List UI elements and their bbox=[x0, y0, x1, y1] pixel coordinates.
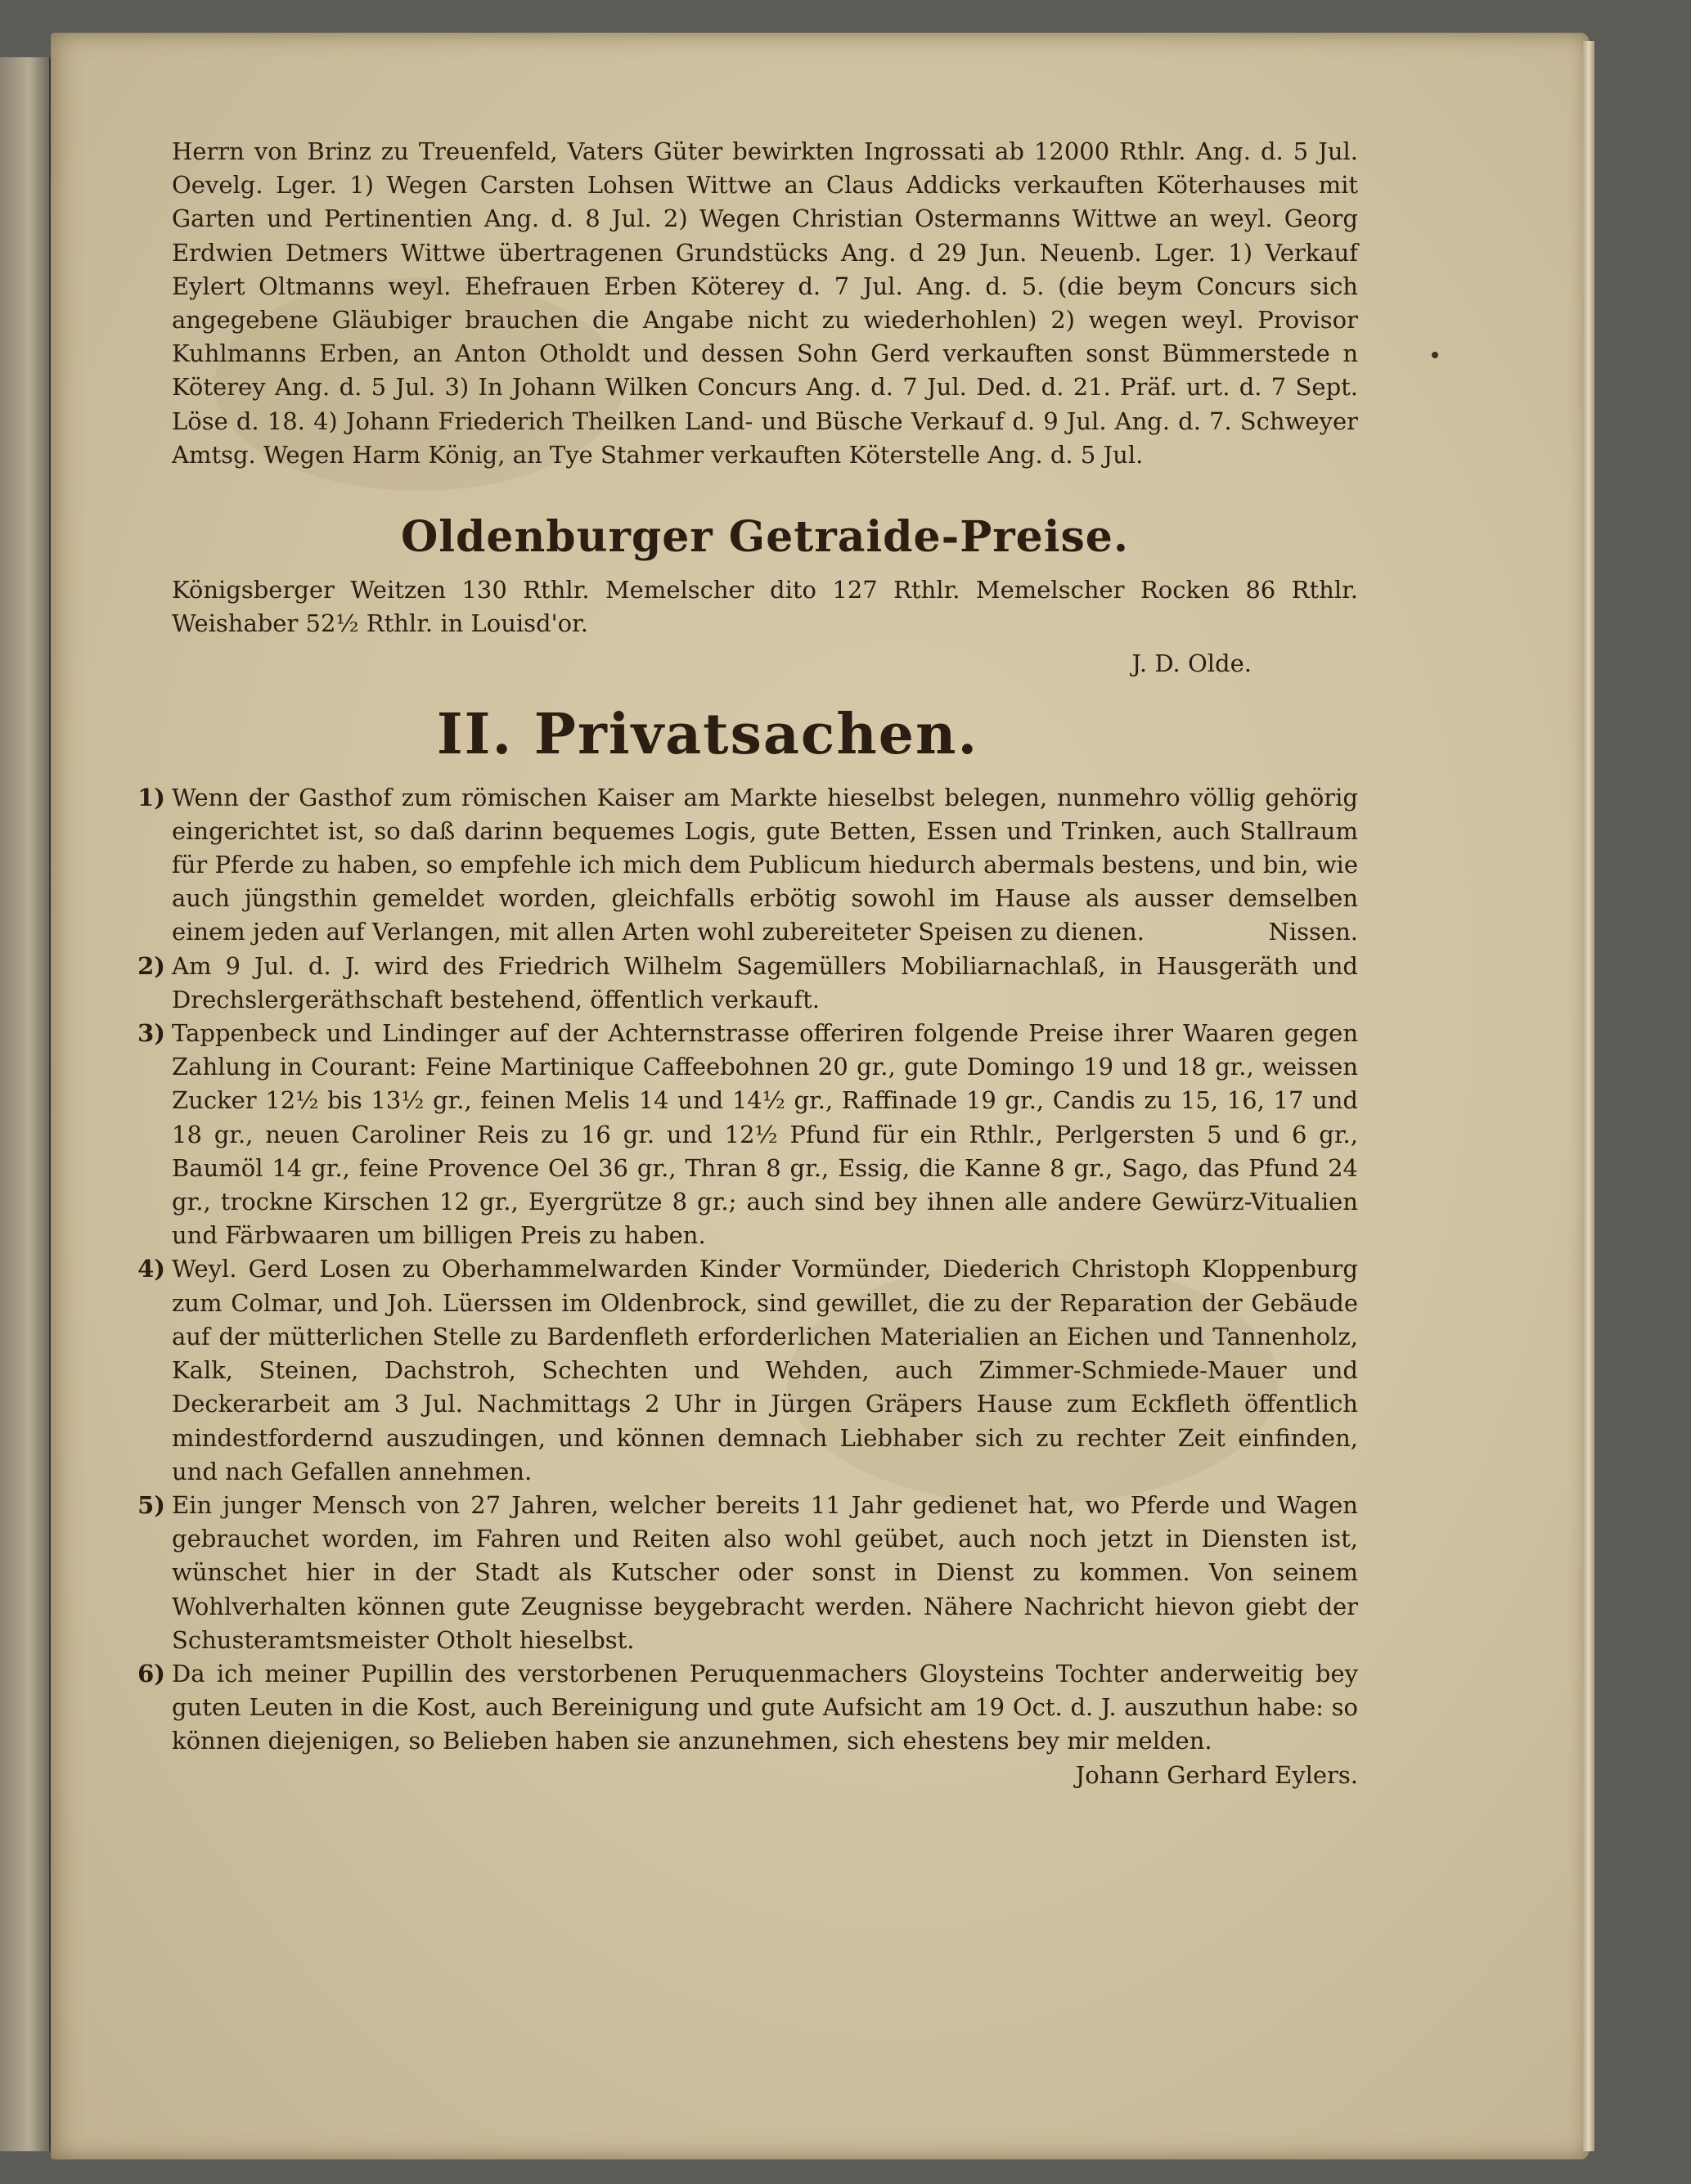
item-text: Tappenbeck und Lindinger auf der Achternstrasse offeriren folgende Preise ihrer Waaren gegen Zahlung in Courant: Feine Martinique Caffeebohnen 20 gr., gute Domingo 19 und 18 gr., weissen Zucker 12½ bis 13½ gr., feinen Melis 14 und 14½ gr., Raffinade 19 gr., Candis zu 15, 16, 17 und 18 gr., neuen Caroliner Reis zu 16 gr. und 12½ Pfund für ein Rthlr., Perlgersten 5 und 6 gr., Baumöl 14 gr., feine Provence Oel 36 gr., Thran 8 gr., Essig, die Kanne 8 gr., Sago, das Pfund 24 gr., trockne Kirschen 12 gr., Eyergrütze 8 gr.; auch sind bey ihnen alle andere Gewürz-Vitualien und Färbwaaren um billigen Preis zu haben. bbox=[172, 1019, 1358, 1250]
item-number: 2) bbox=[137, 951, 165, 980]
opening-paragraph: Herrn von Brinz zu Treuenfeld, Vaters Güter bewirkten Ingrossati ab 12000 Rthlr. Ang. d. 5 Jul. Oevelg. Lger. 1) Wegen Carsten Lohsen Wittwe an Claus Addicks verkauften Köterhauses mit Garten und Pertinentien Ang. d. 8 Jul. 2) Wegen Christian Ostermanns Wittwe an weyl. Georg Erdwien Detmers Wittwe übertragenen Grundstücks Ang. d 29 Jun. Neuenb. Lger. 1) Verkauf Eylert Oltmanns weyl. Ehefrauen Erben Köterey d. 7 Jul. Ang. d. 5. (die beym Concurs sich angegebene Gläubiger brauchen die Angabe nicht zu wiederhohlen) 2) wegen weyl. Provisor Kuhlmanns Erben, an Anton Otholdt und dessen Sohn Gerd verkauften sonst Bümmerstede n Köterey Ang. d. 5 Jul. 3) In Johann Wilken Concurs Ang. d. 7 Jul. Ded. d. 21. Präf. urt. d. 7 Sept. Löse d. 18. 4) Johann Friederich Theilken Land- und Büsche Verkauf d. 9 Jul. Ang. d. 7. Schweyer Amtsg. Wegen Harm König, an Tye Stahmer verkauften Köterstelle Ang. d. 5 Jul. bbox=[172, 137, 1358, 469]
item-text: Wenn der Gasthof zum römischen Kaiser am Markte hieselbst belegen, nunmehro völlig gehörig eingerichtet ist, so daß darinn bequemes Logis, gute Betten, Essen und Trinken, auch Stallraum für Pferde zu haben, so empfehle ich mich dem Publicum hiedurch abermals bestens, und bin, wie auch jüngsthin gemeldet worden, gleichfalls erbötig sowohl im Hause als ausser demselben einem jeden auf Verlangen, mit allen Arten wohl zubereiteter Speisen zu dienen. bbox=[172, 783, 1358, 946]
notice-item-1 bbox=[137, 781, 1358, 950]
item-number: 1) bbox=[137, 783, 165, 811]
item-number: 4) bbox=[137, 1255, 165, 1283]
page-text bbox=[137, 135, 1358, 1792]
item-signature: Johann Gerhard Eylers. bbox=[1075, 1760, 1358, 1789]
notice-item-4 bbox=[137, 1252, 1358, 1488]
ink-dot bbox=[1432, 352, 1438, 358]
prices-heading: Oldenburger Getraide-Preise. bbox=[401, 512, 1129, 563]
notice-item-6 bbox=[137, 1657, 1358, 1792]
item-text: Am 9 Jul. d. J. wird des Friedrich Wilhelm Sagemüllers Mobiliarnachlaß, in Hausgeräth und Drechslergeräthschaft bestehend, öffentlich verkauft. bbox=[172, 951, 1358, 1013]
item-number: 3) bbox=[137, 1019, 165, 1048]
item-signature: Nissen. bbox=[1268, 918, 1358, 946]
item-number: 5) bbox=[137, 1490, 165, 1519]
section-heading: II. Privatsachen. bbox=[436, 701, 979, 767]
notice-item-2 bbox=[137, 950, 1358, 1017]
item-text: Ein junger Mensch von 27 Jahren, welcher bereits 11 Jahr gedienet hat, wo Pferde und Wagen gebrauchet worden, im Fahren und Reiten also wohl geübet, auch noch jetzt in Diensten ist, wünschet hier in der Stadt als Kutscher oder sonst in Dienst zu kommen. Von seinem Wohlverhalten können gute Zeugnisse beygebracht werden. Nähere Nachricht hievon giebt der Schusteramtsmeister Otholt hieselbst. bbox=[172, 1490, 1358, 1654]
notice-item-3 bbox=[137, 1017, 1358, 1252]
prices-text: Königsberger Weitzen 130 Rthlr. Memelscher dito 127 Rthlr. Memelscher Rocken 86 Rthlr. Weishaber 52½ Rthlr. in Louisd'or. bbox=[172, 576, 1358, 638]
item-text: Da ich meiner Pupillin des verstorbenen Peruquenmachers Gloysteins Tochter anderweitig bey guten Leuten in die Kost, auch Bereinigung und gute Aufsicht am 19 Oct. d. J. auszuthun habe: so können diejenigen, so Belieben haben sie anzunehmen, sich ehestens bey mir melden. bbox=[172, 1659, 1358, 1755]
item-text: Weyl. Gerd Losen zu Oberhammelwarden Kinder Vormünder, Diederich Christoph Kloppenburg zum Colmar, und Joh. Lüerssen im Oldenbrock, sind gewillet, die zu der Reparation der Gebäude auf der mütterlichen Stelle zu Bardenfleth erforderlichen Materialien an Eichen und Tannenholz, Kalk, Steinen, Dachstroh, Schechten und Wehden, auch Zimmer-Schmiede-Mauer und Deckerarbeit am 3 Jul. Nachmittags 2 Uhr in Jürgen Gräpers Hause zum Eckfleth öffentlich mindestfordernd auszudingen, und können demnach Liebhaber sich zu rechter Zeit einfinden, und nach Gefallen annehmen. bbox=[172, 1255, 1358, 1485]
item-number: 6) bbox=[137, 1659, 165, 1687]
notice-item-5 bbox=[137, 1489, 1358, 1657]
prices-signature: J. D. Olde. bbox=[1131, 649, 1252, 678]
page-edge bbox=[1583, 41, 1594, 2151]
left-page-edge bbox=[0, 57, 52, 2151]
